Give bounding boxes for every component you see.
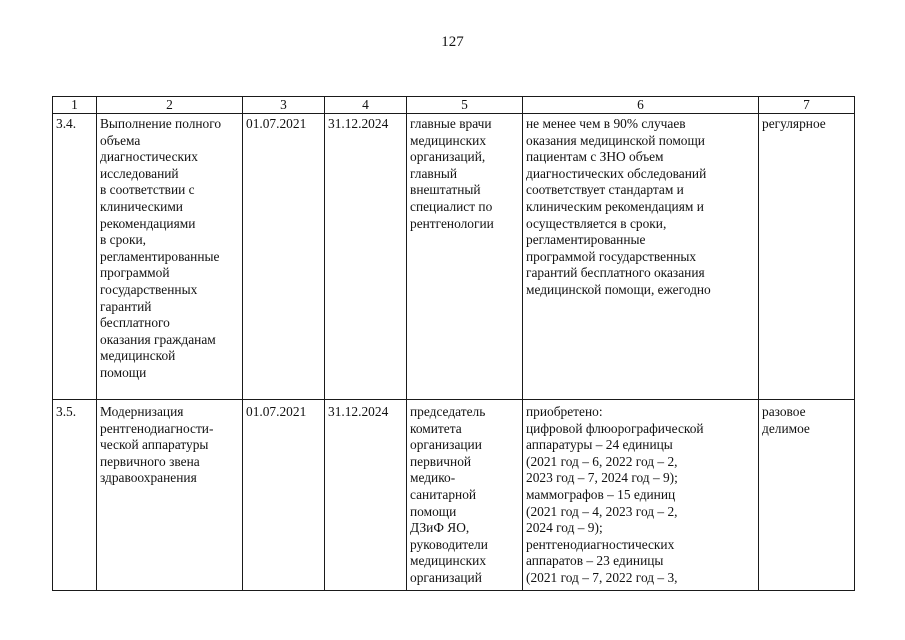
measure-name (97, 400, 243, 591)
cell-line: регулярное (762, 116, 826, 131)
header-cell: 6 (523, 97, 759, 114)
cell-line: главный (410, 165, 458, 181)
responsible (407, 400, 523, 591)
end-date: 31.12.2024 (325, 114, 407, 400)
cell-line: пациентам с ЗНО объем (526, 149, 664, 165)
cell-line: организаций, (410, 149, 486, 165)
cell-line: разовое (762, 404, 806, 419)
header-cell: 7 (759, 97, 855, 114)
cell-line: медицинских (410, 132, 487, 148)
cell-line: медицинской (100, 348, 176, 364)
measure-type (759, 400, 855, 591)
header-cell: 1 (53, 97, 97, 114)
cell-line: осуществляется в сроки, (526, 215, 667, 231)
cell-line: оказания медицинской помощи (526, 132, 705, 148)
expected-result (523, 114, 759, 400)
cell-line: государственных (100, 281, 198, 297)
cell-line: медицинских (410, 553, 487, 569)
cell-line: первичной (410, 453, 472, 469)
header-row (53, 97, 855, 114)
cell-line: делимое (762, 420, 810, 436)
cell-line: медицинской помощи, ежегодно (526, 281, 711, 297)
cell-line: маммографов – 15 единиц (526, 486, 676, 502)
measure-name (97, 114, 243, 400)
cell-line: клиническими (100, 198, 183, 214)
header-cell: 4 (325, 97, 407, 114)
cell-line: ческой аппаратуры (100, 437, 209, 453)
cell-line: в сроки, (100, 232, 147, 248)
cell-line: клиническим рекомендациям и (526, 198, 704, 214)
cell-line: объема (100, 132, 141, 148)
cell-line: регламентированные (526, 232, 646, 248)
cell-line: специалист по (410, 198, 493, 214)
cell-line: исследований (100, 165, 179, 181)
header-cell: 2 (97, 97, 243, 114)
cell-line: аппаратуры – 24 единицы (526, 437, 673, 453)
cell-line: 2023 год – 7, 2024 год – 9); (526, 470, 678, 486)
measure-type (759, 114, 855, 400)
cell-line: цифровой флюорографической (526, 420, 704, 436)
cell-line: 2024 год – 9); (526, 520, 603, 536)
cell-line: руководители (410, 536, 488, 552)
cell-line: Модернизация (100, 404, 184, 419)
cell-line: первичного звена (100, 453, 200, 469)
cell-line: рекомендациями (100, 215, 196, 231)
cell-line: в соответствии с (100, 182, 195, 198)
table-row (53, 114, 855, 400)
cell-line: оказания гражданам (100, 331, 216, 347)
cell-line: комитета (410, 420, 462, 436)
cell-line: бесплатного (100, 315, 170, 331)
header-cell: 5 (407, 97, 523, 114)
measures-table (52, 96, 855, 591)
header-cell: 3 (243, 97, 325, 114)
cell-line: гарантий бесплатного оказания (526, 265, 705, 281)
table-row (53, 400, 855, 591)
cell-line: Выполнение полного (100, 116, 222, 131)
start-date: 01.07.2021 (243, 400, 325, 591)
cell-line: главные врачи (410, 116, 492, 131)
cell-line: организаций (410, 569, 482, 585)
cell-line: председатель (410, 404, 486, 419)
start-date: 01.07.2021 (243, 114, 325, 400)
cell-line: ДЗиФ ЯО, (410, 520, 470, 536)
expected-result (523, 400, 759, 591)
cell-line: не менее чем в 90% случаев (526, 116, 686, 131)
cell-line: программой государственных (526, 248, 697, 264)
cell-line: программой (100, 265, 170, 281)
cell-line: приобретено: (526, 404, 603, 419)
cell-line: медико- (410, 470, 456, 486)
cell-line: регламентированные (100, 248, 220, 264)
cell-line: помощи (410, 503, 457, 519)
cell-line: соответствует стандартам и (526, 182, 684, 198)
end-date: 31.12.2024 (325, 400, 407, 591)
cell-line: внештатный (410, 182, 481, 198)
page-number: 127 (441, 34, 464, 50)
cell-line: (2021 год – 4, 2023 год – 2, (526, 503, 678, 519)
cell-line: организации (410, 437, 482, 453)
cell-line: (2021 год – 7, 2022 год – 3, (526, 569, 678, 585)
cell-line: аппаратов – 23 единицы (526, 553, 664, 569)
cell-line: (2021 год – 6, 2022 год – 2, (526, 453, 678, 469)
row-number: 3.5. (53, 400, 97, 591)
cell-line: рентгенодиагностических (526, 536, 675, 552)
responsible (407, 114, 523, 400)
cell-line: рентгенодиагности- (100, 420, 214, 436)
cell-line: гарантий (100, 298, 152, 314)
cell-line: здравоохранения (100, 470, 197, 486)
cell-line: диагностических обследований (526, 165, 707, 181)
cell-line: санитарной (410, 486, 477, 502)
row-number: 3.4. (53, 114, 97, 400)
cell-line: диагностических (100, 149, 198, 165)
cell-line: рентгенологии (410, 215, 494, 231)
cell-line: помощи (100, 364, 147, 380)
